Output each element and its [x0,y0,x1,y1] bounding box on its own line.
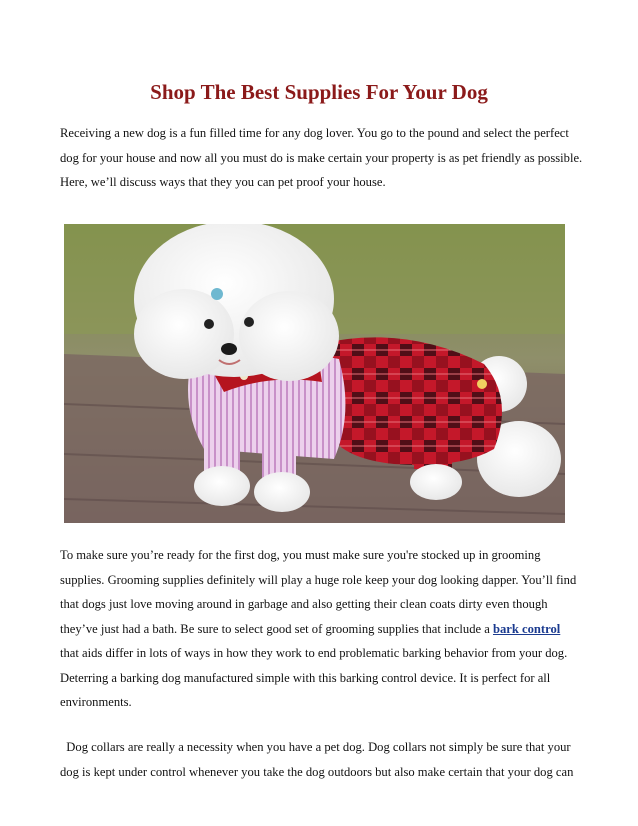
text-line: Dog collars are really a necessity when you have a pet dog. Dog collars not simply be sure that your [60,740,571,754]
grooming-paragraph [60,543,588,715]
text-fragment: they’ve just had a bath. Be sure to select good set of grooming supplies that include a [60,621,493,636]
dog-photo-illustration [64,224,565,523]
text-line: To make sure you’re ready for the first dog, you must make sure you're stocked up in grooming [60,548,541,562]
intro-paragraph [60,121,588,195]
text-line: dog for your house and now all you must do is make certain your property is as pet friendly as possible. [60,150,583,165]
text-line: Here, we’ll discuss ways that they you can pet proof your house. [60,175,386,189]
text-line-with-link [60,617,588,642]
text-line: Receiving a new dog is a fun filled time for any dog lover. You go to the pound and select the perfect [60,126,569,140]
text-line: environments. [60,695,132,709]
text-line: that dogs just love moving around in garbage and also getting their clean coats dirty even though [60,597,548,611]
collars-paragraph [60,735,588,784]
bark-control-link[interactable]: bark control [492,621,561,636]
dog-photo [64,224,565,523]
text-line: dog is kept under control whenever you take the dog outdoors but also make certain that your dog can [60,764,574,779]
text-line: Deterring a barking dog manufactured simple with this barking control device. It is perfect for all [60,670,551,685]
text-line: supplies. Grooming supplies definitely will play a huge role keep your dog looking dapper. You’ll find [60,572,577,587]
text-line: that aids differ in lots of ways in how they work to end problematic barking behavior from your dog. [60,646,568,660]
page-title: Shop The Best Supplies For Your Dog [150,80,488,104]
